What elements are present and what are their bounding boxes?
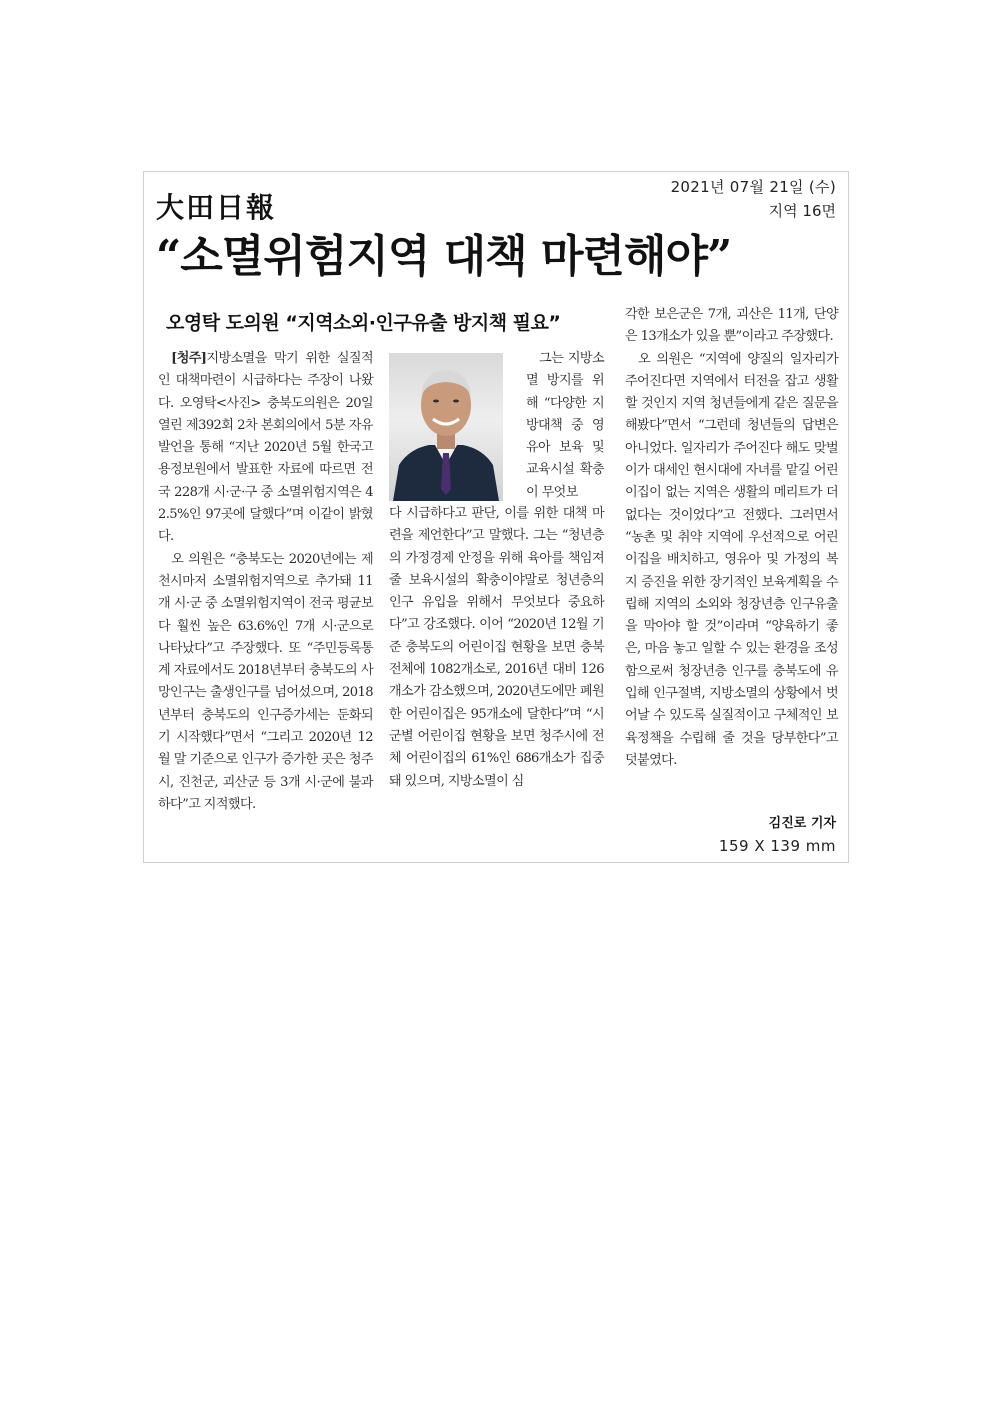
article-column-1 bbox=[158, 348, 373, 816]
dateline-tag: [청주] bbox=[171, 351, 207, 366]
clipping-size: 159 X 139 mm bbox=[718, 837, 836, 855]
paragraph: 그는 지방소멸 방지를 위해 “다양한 지방대책 중 영유아 보육 및 교육시설 확충이 무엇보 bbox=[526, 351, 604, 500]
article-column-3 bbox=[625, 304, 838, 772]
paragraph: 오 의원은 “지역에 양질의 일자리가 주어진다면 지역에서 터전을 잡고 생활할 것인지 지역 청년들에게 같은 질문을 해봤다”면서 “그런데 청년들의 답변은 아니었다. 일자리가 주어진다 해도 맞벌이가 대세인 현시대에 자녀를 맡길 어린이집이 없는 지역은 생활의 메리트가 더 없다는 것이었다”고 전했다. 그러면서 “농촌 및 취약 지역에 우선적으로 어린이집을 배치하고, 영유아 및 가정의 복지 증진을 위한 장기적인 보육계획을 수립해 지역의 소외와 청장년층 인구유출을 막아야 할 것”이라며 “양육하기 좋은, 마음 놓고 일할 수 있는 환경을 조성함으로써 청장년층 인구를 충북도에 유입해 인구절벽, 지방소멸의 상황에서 벗어날 수 있도록 실질적이고 구체적인 보육정책을 수립해 줄 것을 당부한다”고 덧붙였다. bbox=[625, 351, 838, 768]
news-clipping bbox=[143, 171, 849, 863]
article-column-2-side bbox=[526, 348, 604, 504]
publication-date: 2021년 07월 21일 (수) bbox=[670, 178, 836, 196]
headline: “소멸위험지역 대책 마련해야” bbox=[156, 231, 732, 282]
subheadline: 오영탁 도의원 “지역소외·인구유출 방지책 필요” bbox=[166, 312, 561, 334]
paragraph: 각한 보은군은 7개, 괴산은 11개, 단양은 13개소가 있을 뿐”이라고 주장했다. bbox=[625, 307, 838, 345]
article-column-2 bbox=[389, 503, 604, 793]
reporter-byline: 김진로 기자 bbox=[768, 816, 836, 831]
lawmaker-photo bbox=[389, 353, 503, 501]
paragraph: 다 시급하다고 판단, 이를 위한 대책 마련을 제언한다”고 말했다. 그는 “청년층의 가정경제 안정을 위해 육아를 책임져 줄 보육시설의 확충이야말로 청년층의 인구 유입을 위해서 무엇보다 중요하다”고 강조했다. 이어 “2020년 12월 기준 충북도의 어린이집 현황을 보면 충북 전체에 1082개소로, 2016년 대비 126개소가 감소했으며, 2020년도에만 폐원한 어린이집은 95개소에 달한다”며 “시군별 어린이집 현황을 보면 청주시에 전체 어린이집의 61%인 686개소가 집중돼 있으며, 지방소멸이 심 bbox=[389, 506, 604, 789]
paragraph: 지방소멸을 막기 위한 실질적인 대책마련이 시급하다는 주장이 나왔다. 오영탁<사진> 충북도의원은 20일 열린 제392회 2차 본회의에서 5분 자유발언을 통해 “지난 2020년 5월 한국고용정보원에서 발표한 자료에 따르면 전국 228개 시·군·구 중 소멸위험지역은 42.5%인 97곳에 달했다”며 이같이 밝혔다. bbox=[158, 351, 373, 545]
portrait-image bbox=[389, 353, 503, 501]
page-section: 지역 16면 bbox=[768, 202, 836, 220]
paragraph: 오 의원은 “충북도는 2020년에는 제천시마저 소멸위험지역으로 추가돼 11개 시·군 중 소멸위험지역이 전국 평균보다 훨씬 높은 63.6%인 7개 시·군으로 나타났다”고 주장했다. 또 “주민등록통계 자료에서도 2018년부터 충북도의 사망인구는 출생인구를 넘어섰으며, 2018년부터 충북도의 인구증가세는 둔화되기 시작했다”면서 “그리고 2020년 12월 말 기준으로 인구가 증가한 곳은 청주시, 진천군, 괴산군 등 3개 시·군에 불과하다”고 지적했다. bbox=[158, 551, 373, 812]
newspaper-logo: 大田日報 bbox=[156, 191, 277, 224]
